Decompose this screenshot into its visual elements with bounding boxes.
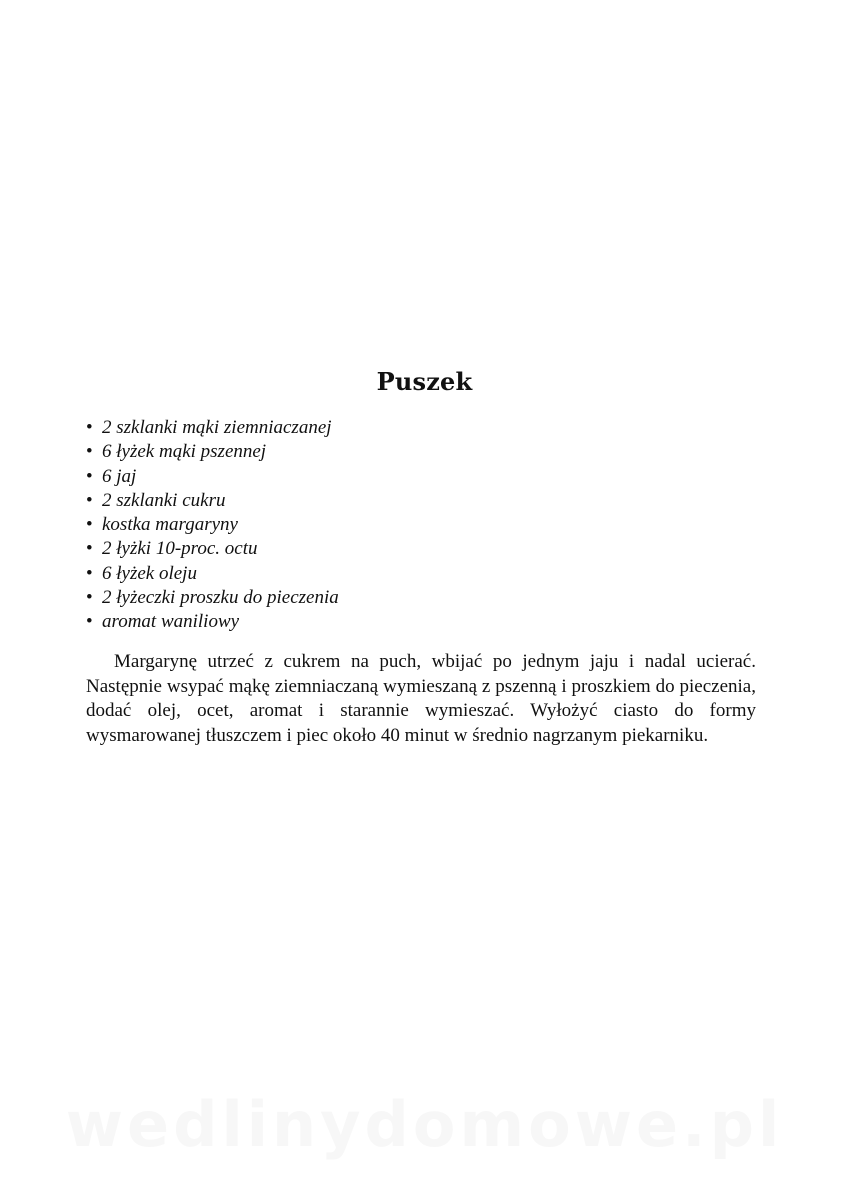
bullet-icon: • (86, 514, 93, 536)
ingredient-item (86, 537, 339, 561)
ingredient-item (86, 562, 339, 586)
site-watermark: wedlinydomowe.pl (65, 1088, 784, 1161)
bullet-icon: • (86, 587, 93, 609)
ingredient-text: 6 łyżek mąki pszennej (102, 441, 267, 463)
ingredient-text: 2 szklanki cukru (102, 489, 226, 511)
ingredient-item (86, 416, 339, 440)
ingredient-list (86, 416, 339, 635)
ingredient-item (86, 513, 339, 537)
bullet-icon: • (86, 465, 93, 487)
ingredient-text: 2 łyżeczki proszku do pieczenia (102, 587, 339, 609)
ingredient-text: 6 łyżek oleju (102, 562, 197, 584)
ingredient-text: 2 łyżki 10-proc. octu (102, 538, 258, 560)
bullet-icon: • (86, 441, 93, 463)
ingredient-text: kostka margaryny (102, 514, 238, 536)
ingredient-item (86, 610, 339, 634)
bullet-icon: • (86, 417, 93, 438)
ingredient-item (86, 586, 339, 610)
bullet-icon: • (86, 562, 93, 584)
bullet-icon: • (86, 611, 93, 633)
ingredient-text: 2 szklanki mąki ziemniaczanej (102, 417, 332, 438)
recipe-instructions: Margarynę utrzeć z cukrem na puch, wbijać po jednym jaju i nadal ucierać. Następnie wsypać mąkę ziemniaczaną wymieszaną z pszenną i proszkiem do pieczenia, dodać olej, ocet, aromat i starannie wymieszać. Wyłożyć ciasto do formy wysmarowanej tłuszczem i piec około 40 minut w średnio nagrzanym piekarniku. (86, 651, 756, 746)
bullet-icon: • (86, 489, 93, 511)
ingredient-text: aromat waniliowy (102, 611, 240, 633)
ingredient-item (86, 465, 339, 489)
ingredient-item (86, 440, 339, 464)
recipe-title: Puszek (376, 367, 473, 396)
ingredient-item (86, 489, 339, 513)
ingredient-text: 6 jaj (102, 465, 137, 487)
bullet-icon: • (86, 538, 93, 560)
